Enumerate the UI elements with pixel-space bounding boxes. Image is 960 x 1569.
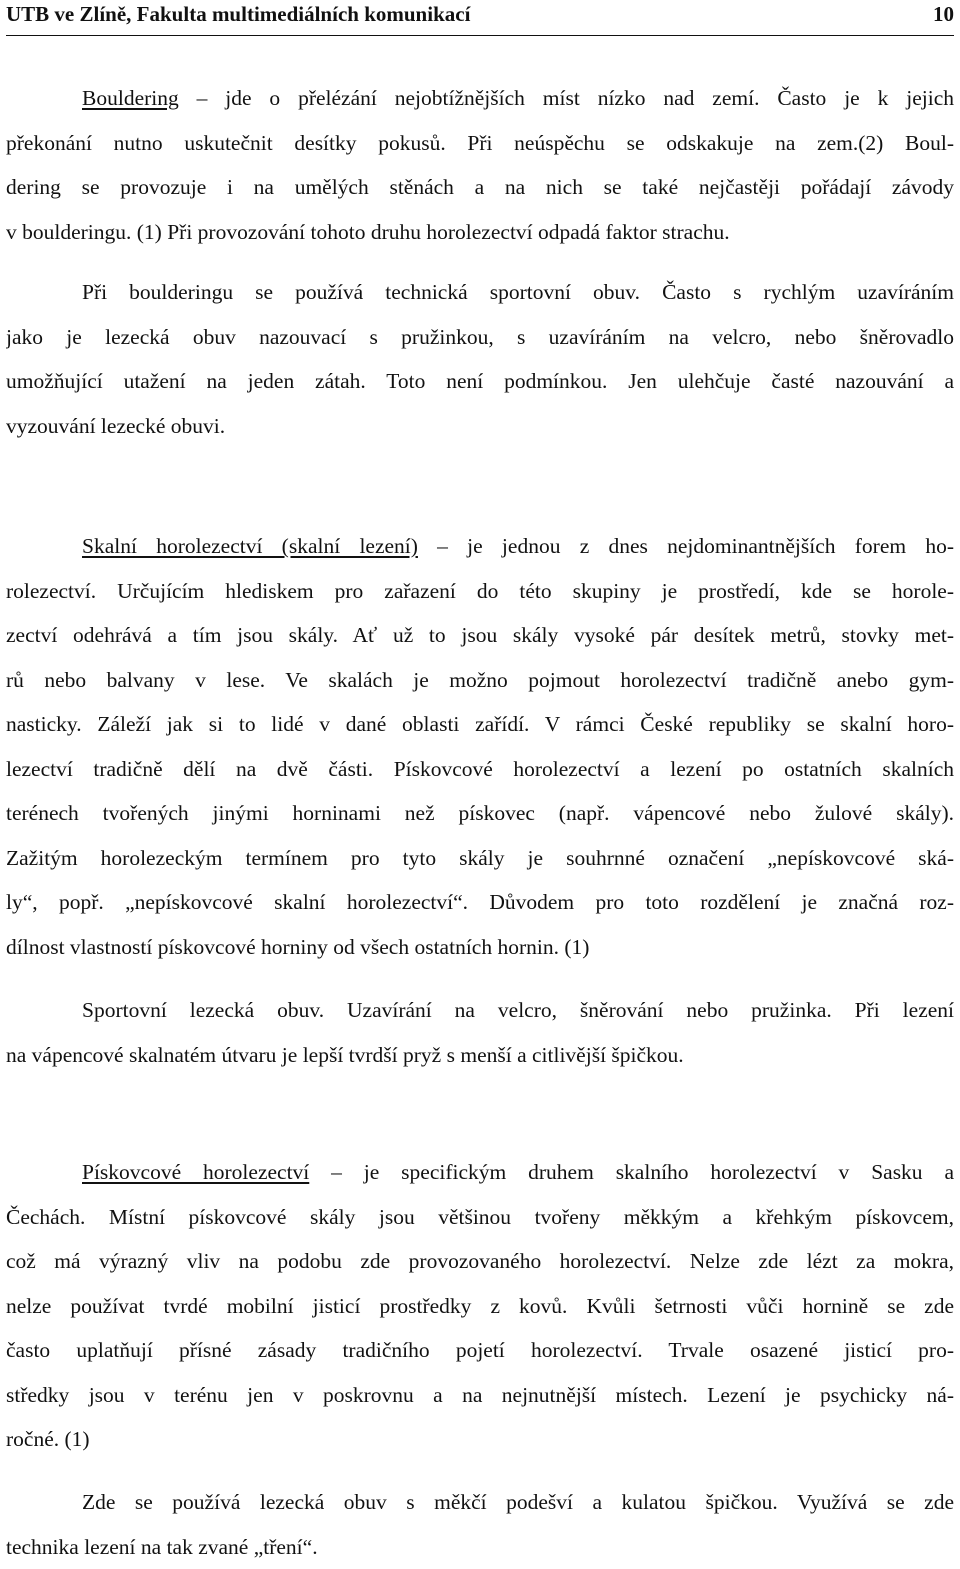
text-line: ly“, popř. „nepískovcové skalní horolezectví“. Důvodem pro toto rozdělení je značná roz- — [6, 880, 954, 925]
text-line: v boulderingu. (1) Při provozování tohoto druhu horolezectví odpadá faktor strachu. — [6, 210, 954, 255]
text-line — [6, 76, 954, 121]
text-line: Čechách. Místní pískovcové skály jsou většinou tvořeny měkkým a křehkým pískovcem, — [6, 1195, 954, 1240]
term-bouldering: Bouldering — [82, 86, 179, 110]
text-line: terénech tvořených jinými horninami než pískovec (např. vápencové nebo žulové skály). — [6, 791, 954, 836]
text-line: často uplatňují přísné zásady tradičního pojetí horolezectví. Trvale osazené jisticí pro- — [6, 1328, 954, 1373]
text-line: na vápencové skalnatém útvaru je lepší tvrdší pryž s menší a citlivější špičkou. — [6, 1033, 954, 1078]
paragraph-sport-footwear — [6, 988, 954, 1077]
paragraph-bouldering — [6, 76, 954, 254]
term-rock-climbing: Skalní horolezectví (skalní lezení) — [82, 534, 418, 558]
text-line — [6, 524, 954, 569]
text-line: překonání nutno uskutečnit desítky pokusů. Při neúspěchu se odskakuje na zem.(2) Boul- — [6, 121, 954, 166]
text-line: Zažitým horolezeckým termínem pro tyto skály je souhrnné označení „nepískovcové ská- — [6, 836, 954, 881]
text-line: technika lezení na tak zvané „tření“. — [6, 1525, 954, 1569]
text-line: vyzouvání lezecké obuvi. — [6, 404, 954, 449]
text-line: zectví odehrává a tím jsou skály. Ať už to jsou skály vysoké pár desítek metrů, stovky met- — [6, 613, 954, 658]
page-number: 10 — [933, 2, 954, 27]
text-line: rů nebo balvany v lese. Ve skalách je možno pojmout horolezectví tradičně anebo gym- — [6, 658, 954, 703]
text-line: středky jsou v terénu jen v poskrovnu a na nejnutnější místech. Lezení je psychicky ná- — [6, 1373, 954, 1418]
text-line: což má výrazný vliv na podobu zde provozovaného horolezectví. Nelze zde lézt za mokra, — [6, 1239, 954, 1284]
text-line — [6, 1150, 954, 1195]
text-line: Při boulderingu se používá technická sportovní obuv. Často s rychlým uzavíráním — [6, 270, 954, 315]
term-sandstone-climbing: Pískovcové horolezectví — [82, 1160, 309, 1184]
text-line: umožňující utažení na jeden zátah. Toto není podmínkou. Jen ulehčuje časté nazouvání a — [6, 359, 954, 404]
text-line: nelze používat tvrdé mobilní jisticí prostředky z kovů. Kvůli šetrnosti vůči hornině se zde — [6, 1284, 954, 1329]
line-text: – je specifickým druhem skalního horolezectví v Sasku a — [309, 1160, 954, 1184]
page-header — [6, 0, 954, 36]
text-line: lezectví tradičně dělí na dvě části. Pískovcové horolezectví a lezení po ostatních skalních — [6, 747, 954, 792]
text-line: Zde se používá lezecká obuv s měkčí podešví a kulatou špičkou. Využívá se zde — [6, 1480, 954, 1525]
text-line: rolezectví. Určujícím hlediskem pro zařazení do této skupiny je prostředí, kde se horole- — [6, 569, 954, 614]
paragraph-sandstone-climbing — [6, 1150, 954, 1462]
text-line: dering se provozuje i na umělých stěnách a na nich se také nejčastěji pořádají závody — [6, 165, 954, 210]
text-line: jako je lezecká obuv nazouvací s pružinkou, s uzavíráním na velcro, nebo šněrovadlo — [6, 315, 954, 360]
header-title: UTB ve Zlíně, Fakulta multimediálních komunikací — [6, 2, 470, 27]
text-line: Sportovní lezecká obuv. Uzavírání na velcro, šněrování nebo pružinka. Při lezení — [6, 988, 954, 1033]
line-text: – je jednou z dnes nejdominantnějších forem ho- — [418, 534, 954, 558]
paragraph-bouldering-footwear — [6, 270, 954, 448]
text-line: ročné. (1) — [6, 1417, 954, 1462]
paragraph-rock-climbing — [6, 524, 954, 969]
paragraph-sandstone-footwear — [6, 1480, 954, 1569]
text-line: nasticky. Záleží jak si to lidé v dané oblasti zařídí. V rámci České republiky se skalní horo- — [6, 702, 954, 747]
text-line: dílnost vlastností pískovcové horniny od všech ostatních hornin. (1) — [6, 925, 954, 970]
line-text: – jde o přelézání nejobtížnějších míst nízko nad zemí. Často je k jejich — [179, 86, 954, 110]
